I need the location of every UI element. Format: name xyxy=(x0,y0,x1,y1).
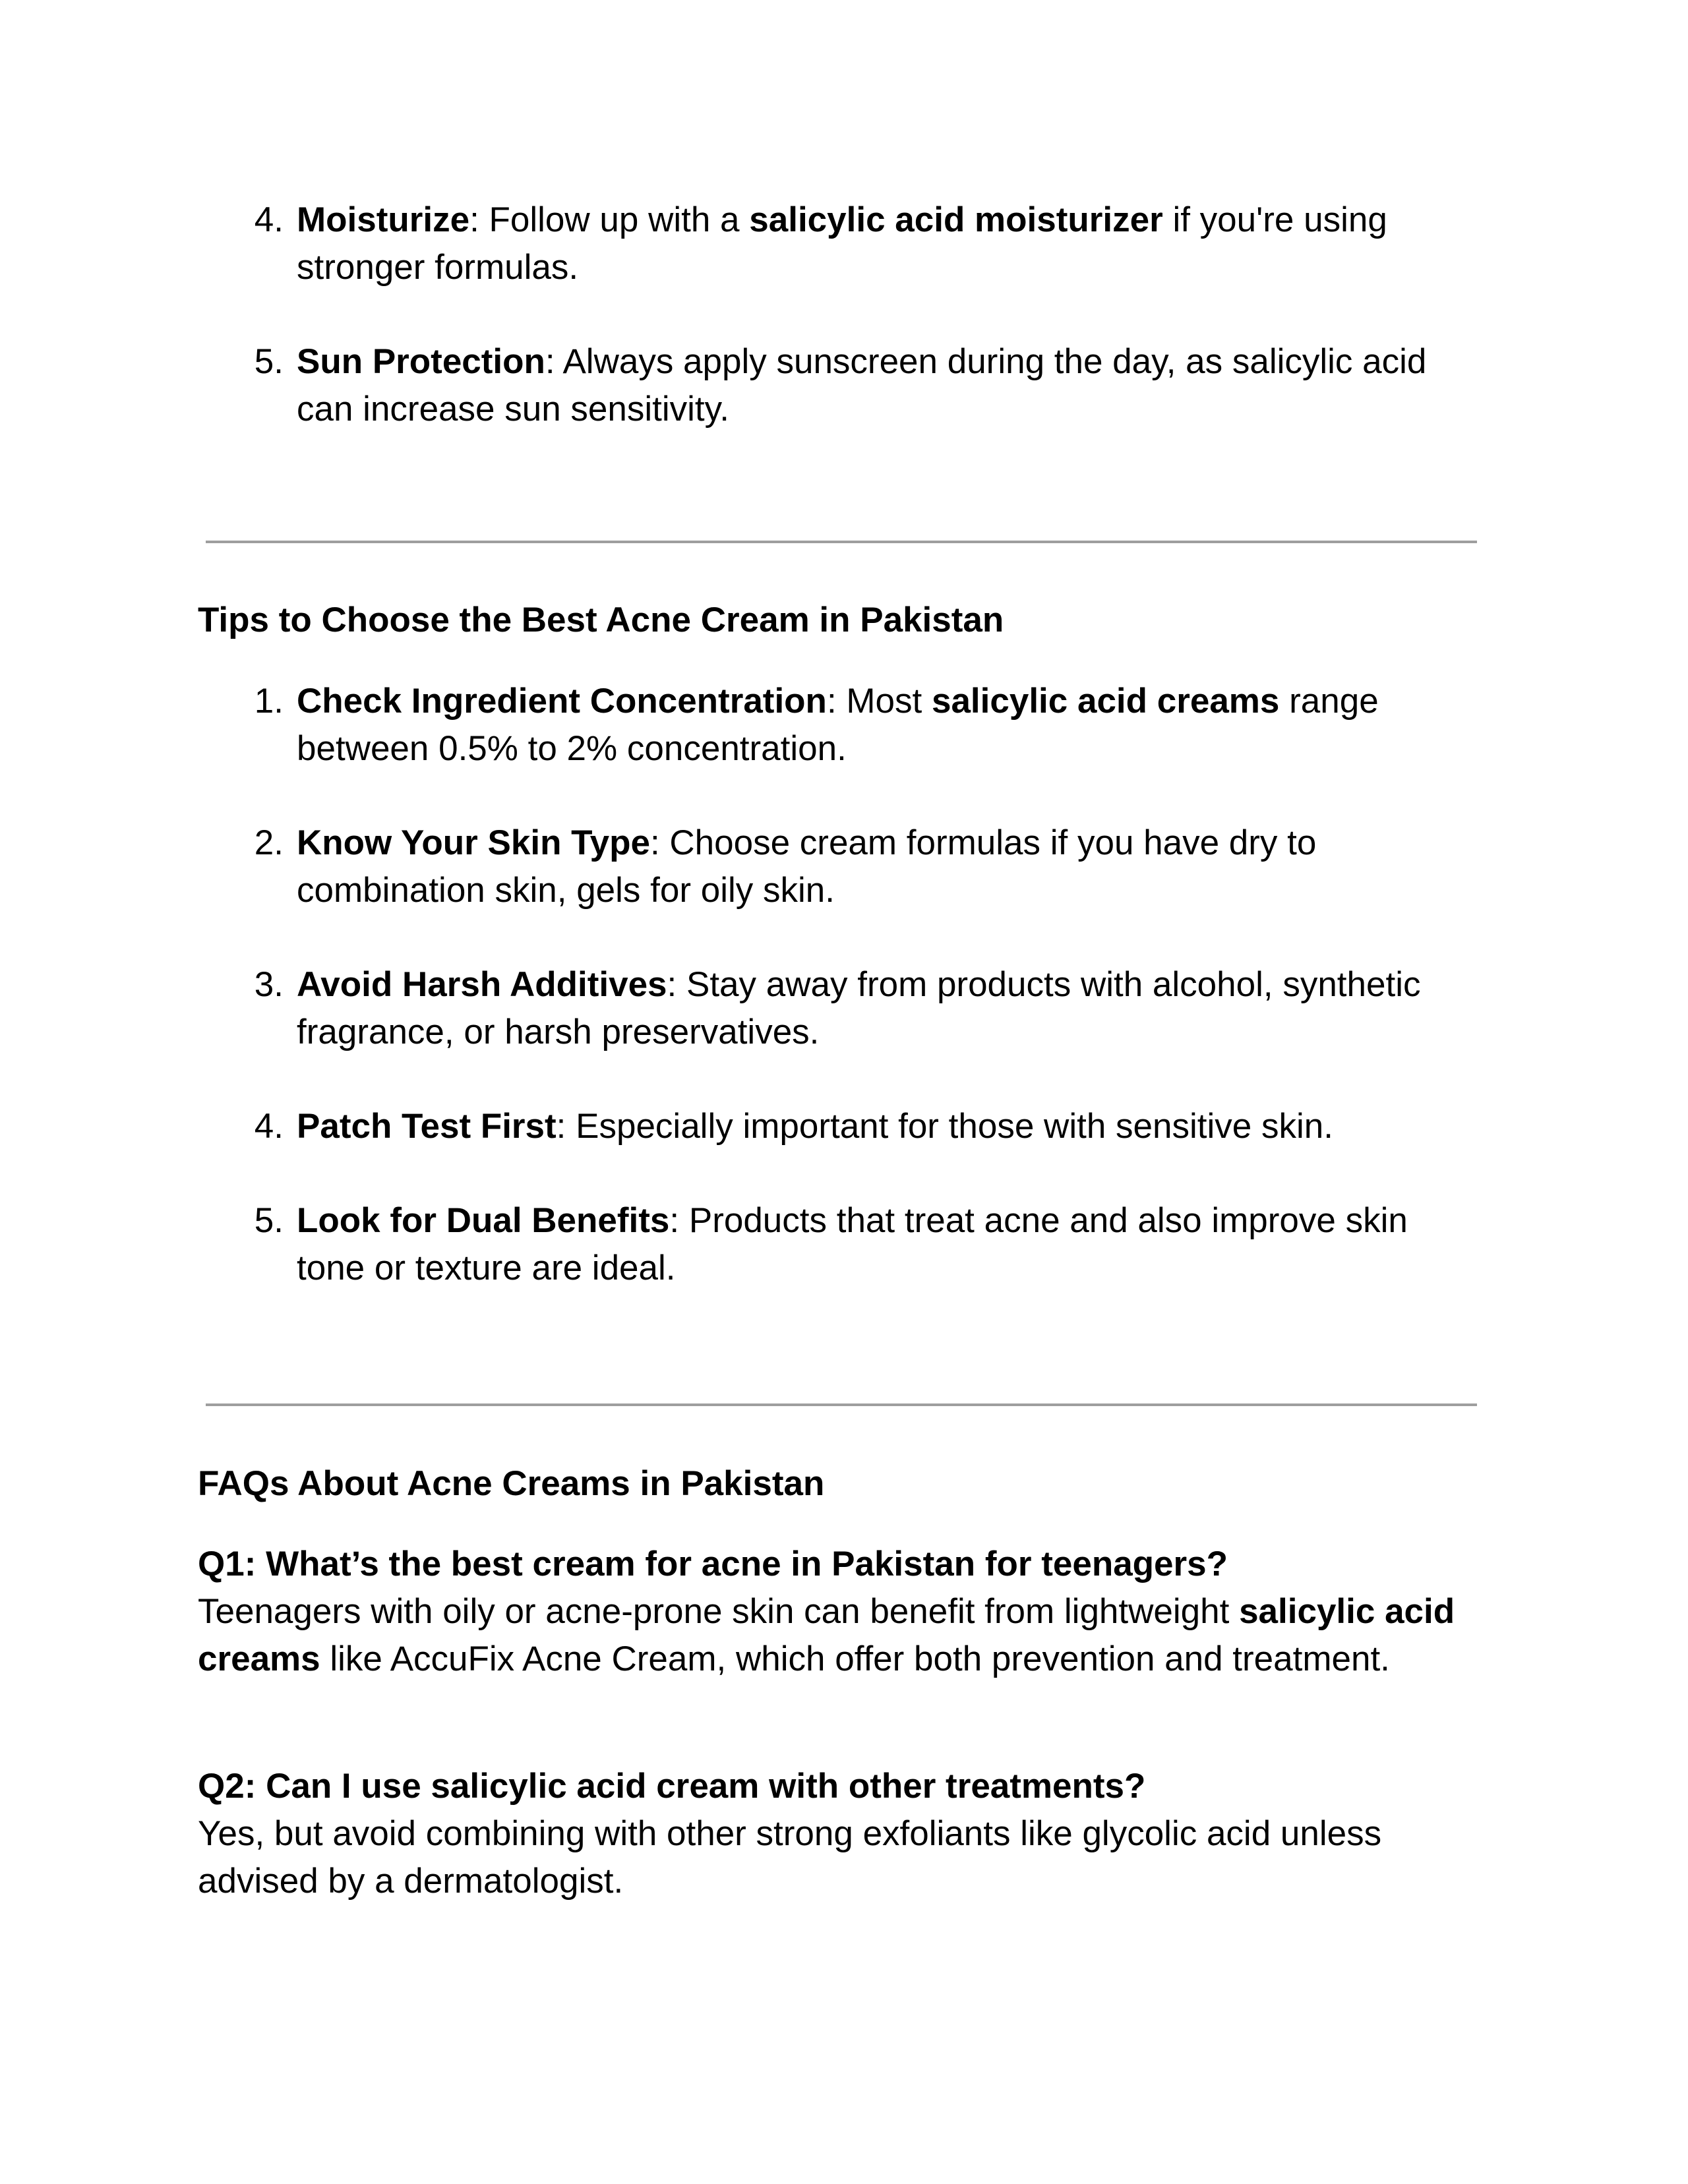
faq-question: Q1: What’s the best cream for acne in Pakistan for teenagers? xyxy=(198,1545,1228,1583)
list-item-text-end: if you're using stronger formulas. xyxy=(297,200,1387,287)
faq-answer xyxy=(198,1814,1381,1901)
list-text xyxy=(297,200,1387,287)
tips-heading: Tips to Choose the Best Acne Cream in Pakistan xyxy=(198,601,1004,639)
list-item-harsh-additives xyxy=(254,961,1484,1056)
list-item-skin-type xyxy=(254,819,1484,914)
list-item-text: Stay away from products with alcohol, synthetic fragrance, or harsh preservatives. xyxy=(297,965,1421,1051)
list-item-title: Avoid Harsh Additives xyxy=(297,965,667,1004)
list-number: 4. xyxy=(254,1107,284,1146)
faq-question: Q2: Can I use salicylic acid cream with other treatments? xyxy=(198,1767,1146,1806)
faqs-heading: FAQs About Acne Creams in Pakistan xyxy=(198,1464,825,1503)
faq-answer-text: Yes, but avoid combining with other strong exfoliants like glycolic acid unless advised by a dermatologist. xyxy=(198,1814,1382,1901)
list-item-text-end: range between 0.5% to 2% concentration. xyxy=(297,682,1379,768)
faq-item-2 xyxy=(198,1763,1490,1905)
horizontal-divider xyxy=(206,541,1477,543)
list-item-separator: : xyxy=(545,342,563,381)
list-item-separator: : xyxy=(649,823,670,862)
list-text xyxy=(297,1107,1333,1146)
list-item-text: Products that treat acne and also improve skin tone or texture are ideal. xyxy=(297,1201,1408,1287)
list-text xyxy=(297,823,1316,910)
list-item-title: Patch Test First xyxy=(297,1107,557,1146)
horizontal-divider xyxy=(206,1403,1477,1406)
list-text xyxy=(297,965,1420,1051)
list-number: 2. xyxy=(254,823,284,862)
list-item-moisturize xyxy=(254,196,1484,291)
list-item-dual-benefits xyxy=(254,1197,1484,1292)
list-item-separator: : xyxy=(667,965,686,1004)
list-item-text: Most xyxy=(846,682,932,721)
list-item-title: Check Ingredient Concentration xyxy=(297,682,827,721)
list-number: 3. xyxy=(254,965,284,1004)
list-item-separator: : xyxy=(556,1107,576,1146)
list-item-separator: : xyxy=(469,200,489,239)
list-text xyxy=(297,682,1379,768)
list-item-text: Especially important for those with sensitive skin. xyxy=(576,1107,1333,1146)
faq-answer xyxy=(198,1592,1455,1678)
list-text xyxy=(297,1201,1408,1287)
list-item-text: Always apply sunscreen during the day, as salicylic acid can increase sun sensitivity. xyxy=(297,342,1427,428)
list-number: 5. xyxy=(254,1201,284,1240)
list-item-title: Know Your Skin Type xyxy=(297,823,650,862)
list-item-emphasis: salicylic acid moisturizer xyxy=(749,200,1163,239)
list-item-emphasis: salicylic acid creams xyxy=(931,682,1280,721)
list-item-title: Sun Protection xyxy=(297,342,545,381)
list-number: 5. xyxy=(254,342,284,381)
list-item-concentration xyxy=(254,678,1484,773)
list-item-separator: : xyxy=(826,682,847,721)
list-item-title: Moisturize xyxy=(297,200,470,239)
list-number: 1. xyxy=(254,682,284,721)
faq-answer-text: Teenagers with oily or acne-prone skin can benefit from lightweight xyxy=(198,1592,1240,1631)
faq-answer-emphasis: salicylic acid creams xyxy=(198,1592,1455,1678)
list-item-text: Choose cream formulas if you have dry to combination skin, gels for oily skin. xyxy=(297,823,1317,910)
list-item-patch-test xyxy=(254,1103,1484,1150)
faq-answer-text-end: like AccuFix Acne Cream, which offer both prevention and treatment. xyxy=(320,1639,1390,1678)
list-number: 4. xyxy=(254,200,284,239)
list-item-title: Look for Dual Benefits xyxy=(297,1201,670,1240)
faq-item-1 xyxy=(198,1541,1490,1683)
list-item-text: Follow up with a xyxy=(489,200,750,239)
list-item-separator: : xyxy=(669,1201,689,1240)
list-item-sun-protection xyxy=(254,338,1484,433)
list-text xyxy=(297,342,1426,428)
